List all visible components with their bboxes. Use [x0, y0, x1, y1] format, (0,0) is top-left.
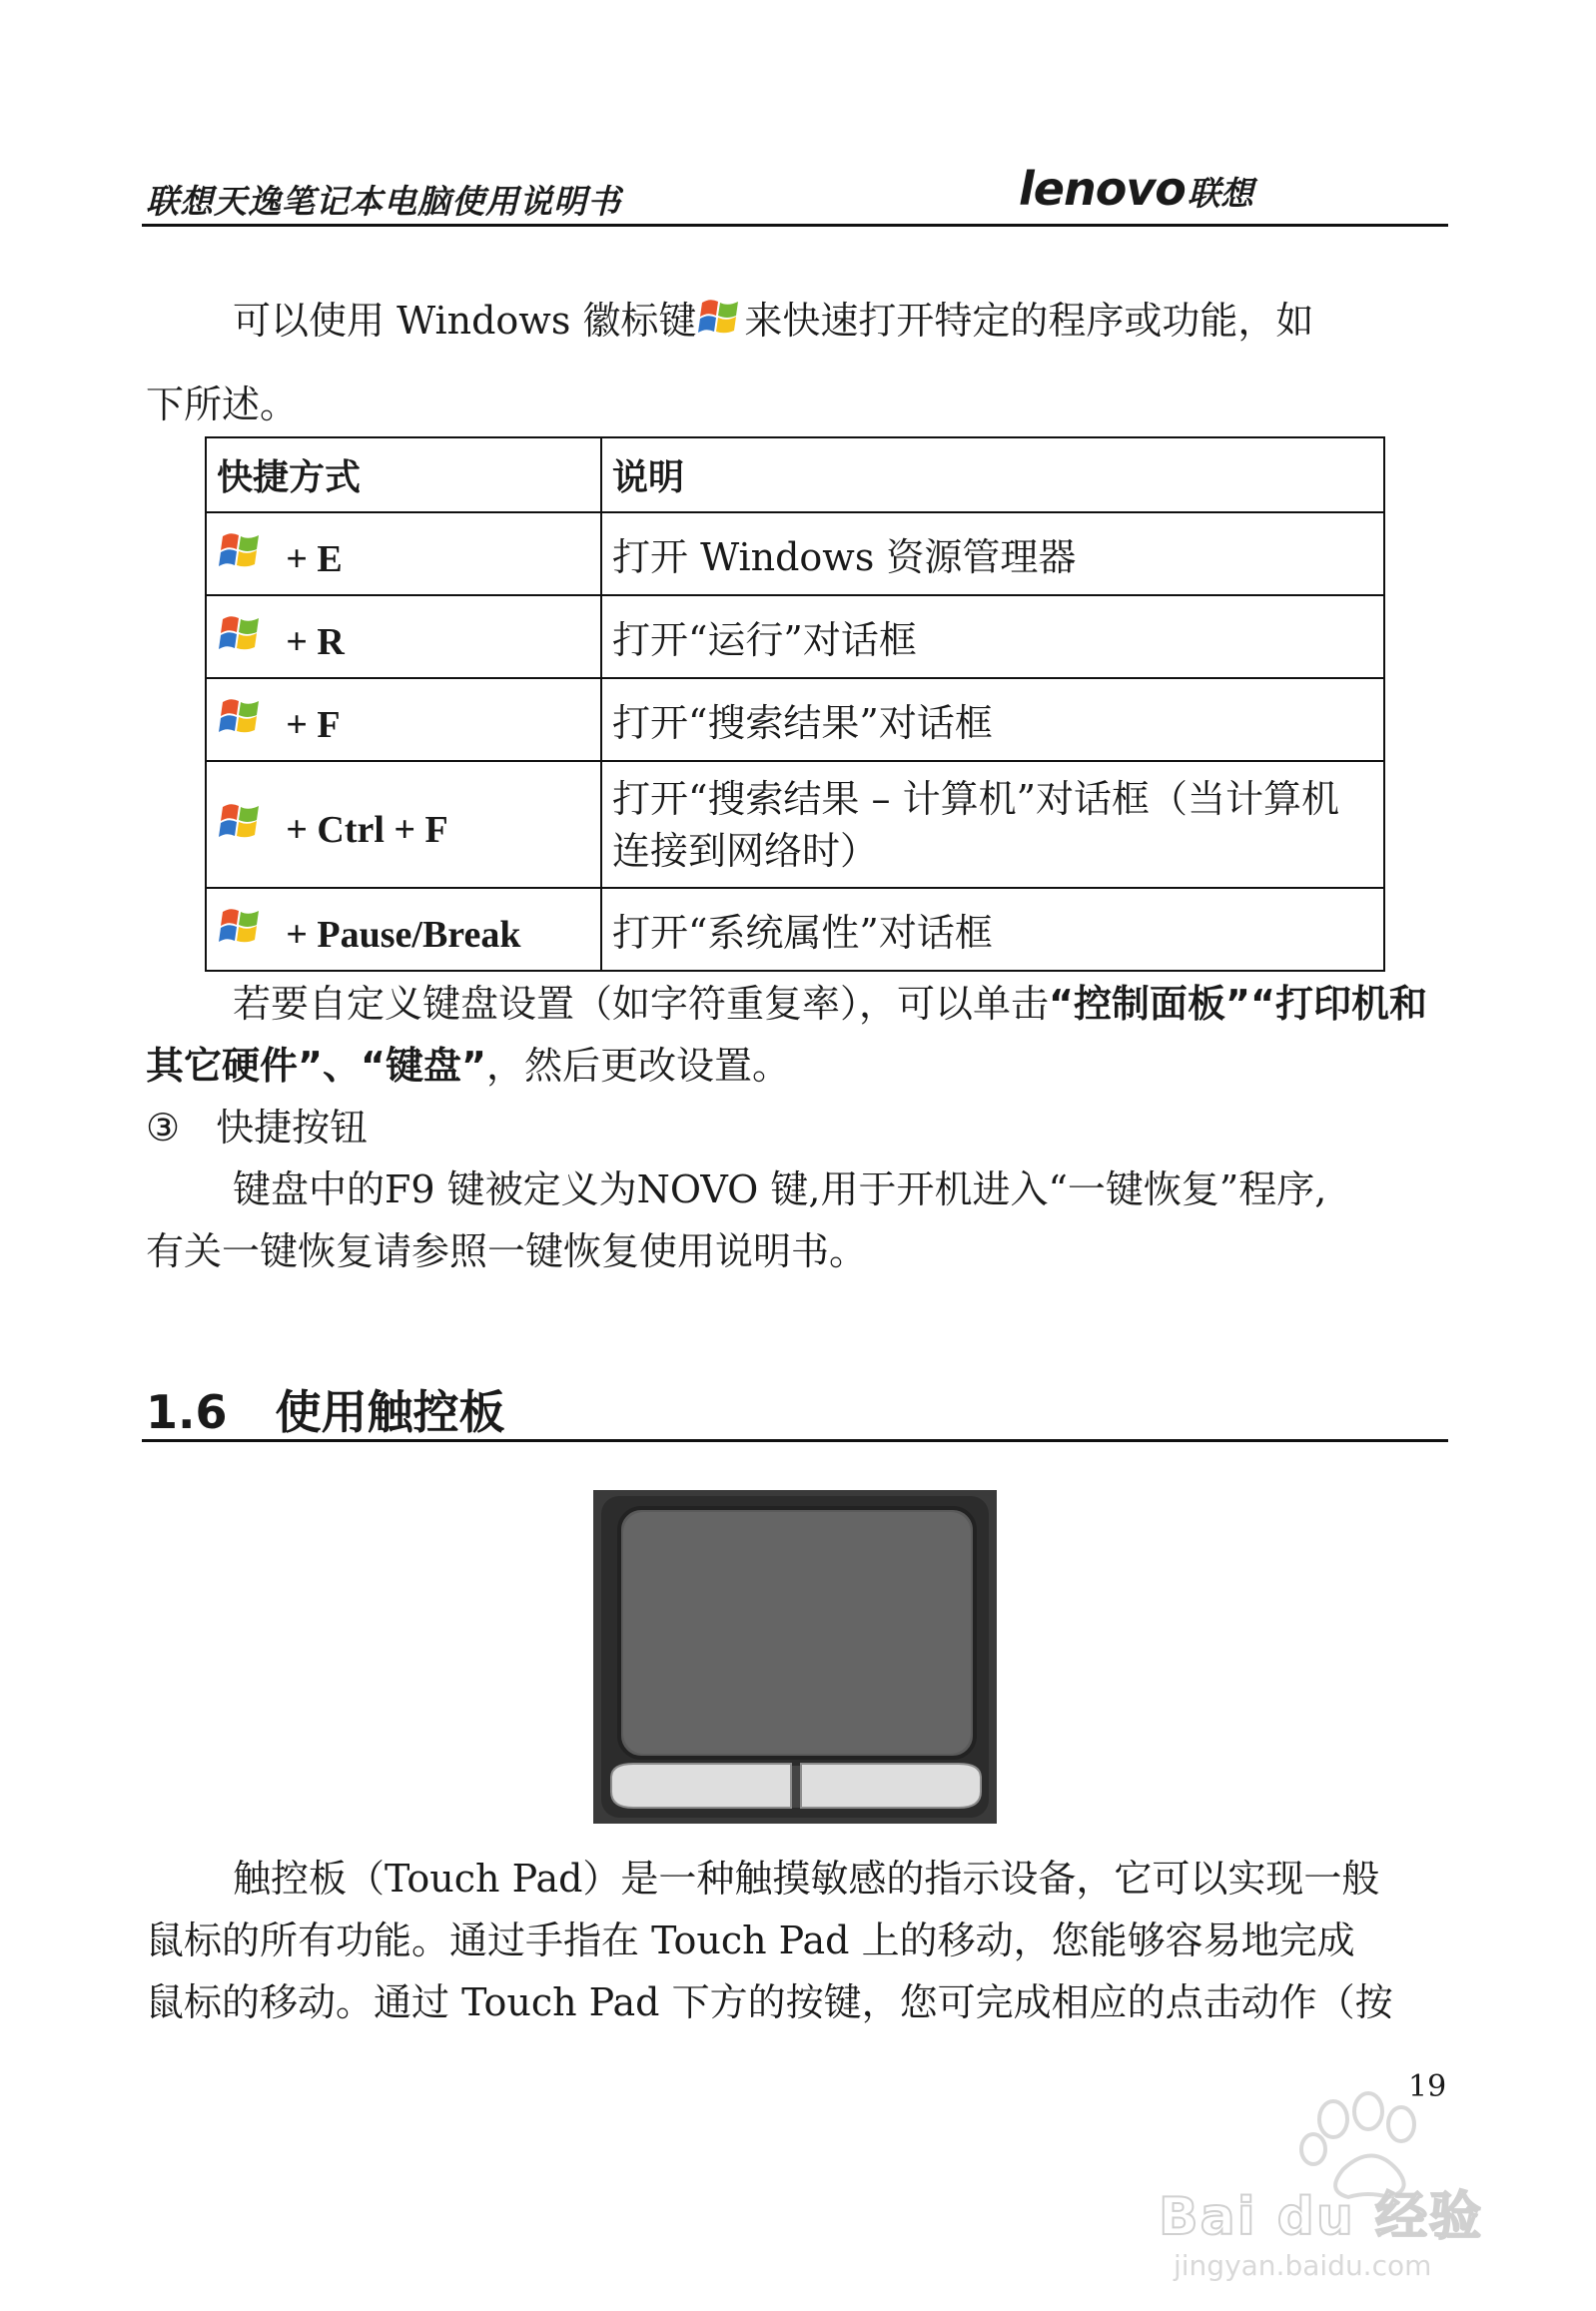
- key-combo: + F: [286, 703, 341, 746]
- section-number: 1.6: [146, 1385, 228, 1439]
- key-combo: + Ctrl + F: [286, 808, 448, 851]
- intro-line-2: 下所述。: [146, 383, 299, 426]
- description-cell: 打开“搜索结果 – 计算机”对话框（当计算机连接到网络时）: [601, 761, 1384, 888]
- intro-text-b: 来快速打开特定的程序或功能，如: [744, 299, 1314, 343]
- page-number: 19: [1408, 2069, 1447, 2104]
- windows-logo-icon: [696, 294, 744, 342]
- list-marker: ③: [146, 1106, 181, 1150]
- table-row: [206, 888, 1384, 971]
- section-title: 使用触控板: [275, 1385, 505, 1439]
- key-combo: + Pause/Break: [286, 913, 521, 956]
- customize-bold-a: “控制面板”“打: [1049, 982, 1313, 1026]
- windows-logo-icon: [217, 798, 265, 846]
- key-combo: + E: [286, 537, 343, 580]
- watermark-brand: Bai du 经验: [1159, 2187, 1483, 2247]
- description-cell: 打开“系统属性”对话框: [601, 888, 1384, 971]
- description-cell: 打开 Windows 资源管理器: [601, 512, 1384, 595]
- quick-para-line-2: 有关一键恢复请参照一键恢复使用说明书。: [146, 1229, 868, 1273]
- quick-button-label: 快捷按钮: [216, 1106, 369, 1150]
- table-row: [206, 761, 1384, 888]
- table-row: [206, 595, 1384, 678]
- shortcut-cell: [206, 888, 601, 971]
- touchpad-image: [593, 1490, 997, 1824]
- col-shortcut-header: 快捷方式: [206, 437, 601, 512]
- table-row: [206, 678, 1384, 761]
- customize-text-b: ，然后更改设置。: [485, 1044, 790, 1088]
- shortcut-cell: [206, 678, 601, 761]
- touchpad-para-line-3: 鼠标的移动。通过 Touch Pad 下方的按键，您可完成相应的点击动作（按: [146, 1980, 1393, 2024]
- watermark-url: jingyan.baidu.com: [1174, 2249, 1432, 2282]
- intro-text-a: 可以使用 Windows 徽标键: [233, 299, 697, 343]
- customize-text-a: 若要自定义键盘设置（如字符重复率），可以单击: [233, 982, 1050, 1026]
- shortcut-cell: [206, 761, 601, 888]
- col-description-header: 说明: [601, 437, 1384, 512]
- brand-cn: 联想: [1187, 174, 1253, 213]
- description-cell: 打开“运行”对话框: [601, 595, 1384, 678]
- shortcut-cell: [206, 595, 601, 678]
- touchpad-para-line-1: 触控板（Touch Pad）是一种触摸敏感的指示设备，它可以实现一般: [233, 1857, 1380, 1901]
- section-rule: [142, 1439, 1448, 1442]
- customize-paragraph: [146, 973, 1454, 1097]
- intro-line-1: [233, 290, 1313, 352]
- touchpad-para-line-2: 鼠标的所有功能。通过手指在 Touch Pad 上的移动，您能够容易地完成: [146, 1919, 1355, 1962]
- description-cell: 打开“搜索结果”对话框: [601, 678, 1384, 761]
- quick-button-heading: [146, 1097, 368, 1158]
- windows-logo-icon: [217, 693, 265, 741]
- section-heading: [146, 1376, 505, 1442]
- key-combo: + R: [286, 620, 345, 663]
- document-title: 联想天逸笔记本电脑使用说明书: [146, 182, 621, 221]
- windows-logo-icon: [217, 527, 265, 575]
- shortcut-cell: [206, 512, 601, 595]
- header-rule: [142, 224, 1448, 227]
- customize-bold-b: 印机和其它硬件”、“键盘”: [146, 982, 1427, 1088]
- shortcut-table: [205, 436, 1385, 972]
- baidu-watermark: [1134, 2079, 1513, 2299]
- table-header-row: [206, 437, 1384, 512]
- quick-para-line-1: 键盘中的F9 键被定义为NOVO 键,用于开机进入“一键恢复”程序,: [233, 1167, 1327, 1211]
- windows-logo-icon: [217, 903, 265, 951]
- brand-word: lenovo: [1019, 162, 1186, 216]
- windows-logo-icon: [217, 610, 265, 658]
- lenovo-logo: [1019, 162, 1253, 216]
- table-row: [206, 512, 1384, 595]
